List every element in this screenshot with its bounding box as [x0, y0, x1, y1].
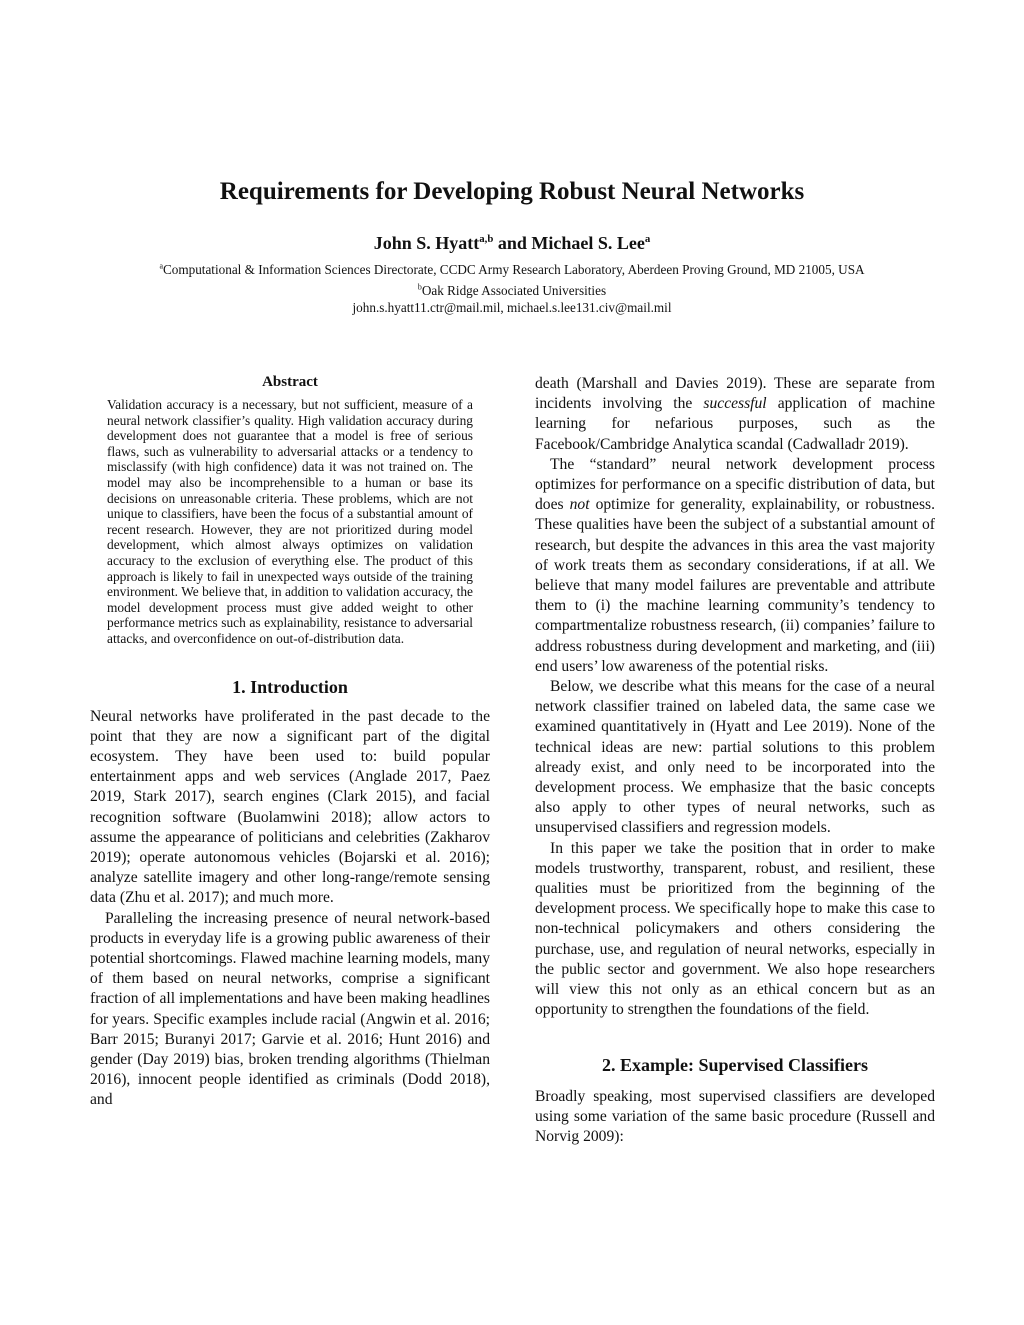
- affiliation-marker: a,b: [479, 233, 494, 245]
- author-line: [0, 233, 1024, 254]
- section-heading-introduction: 1. Introduction: [232, 676, 348, 697]
- paragraph: Below, we describe what this means for the case of a neural network classifier trained on labeled data, the same case we examined quantitatively in (Hyatt and Lee 2019). None of the technical ideas are new: partial solutions to this problem already exist, and only need to be incorporated into the development process. We emphasize that the basic concepts also apply to other types of neural networks, such as unsupervised classifiers and regression models.: [535, 678, 935, 837]
- paragraph: In this paper we take the position that in order to make models trustworthy, transparent, robust, and resilient, these qualities must be prioritized from the beginning of the development process. We specifically hope to make this case to non-technical policymakers and others considering the purchase, use, and regulation of neural networks, especially in the public sector and government. We also hope researchers will view this not only as an ethical concern but as an opportunity to strengthen the foundations of the field.: [535, 839, 935, 1019]
- paragraph: death (Marshall and Davies 2019). These are separate from incidents involving the successful application of machine learning for nefarious purposes, such as the Facebook/Cambridge Analytica scandal (Cadwalladr 2019).: [535, 375, 935, 453]
- author-name: Michael S. Lee: [531, 233, 645, 253]
- paragraph: The “standard” neural network development process optimizes for performance on a specific distribution of data, but does not optimize for generality, explainability, or robustness. These qualities have been the subject of a substantial amount of research, but despite the advances in this area the vast majority of work treats them as secondary considerations, if at all. We believe that many model failures are preventable and attribute them to (i) the machine learning community’s tendency to compartmentalize robustness research, (ii) companies’ failure to address robustness during development and marketing, and (iii) end users’ low awareness of the potential risks.: [535, 455, 935, 675]
- affiliation-a: [0, 262, 1024, 278]
- section-heading-example: 2. Example: Supervised Classifiers: [601, 1054, 868, 1075]
- paragraph: Paralleling the increasing presence of neural network-based products in everyday life is a growing public awareness of their potential shortcomings. Flawed machine learning models, many of them based on neural networks, comprise a significant fraction of all implementations and have been making headlines for years. Specific examples include racial (Angwin et al. 2016; Barr 2015; Buranyi 2017; Garvie et al. 2016; Hunt 2016) and gender (Day 2019) bias, broken trending algorithms (Thielman 2016), innocent people identified as criminals (Dodd 2018), and: [90, 909, 490, 1109]
- left-column: [90, 374, 490, 1111]
- affiliation-marker: a: [644, 233, 651, 245]
- affiliation-text: Computational & Information Sciences Directorate, CCDC Army Research Laboratory, Aberdeen Proving Ground, MD 21005, USA: [162, 262, 865, 277]
- abstract: [107, 374, 473, 647]
- paragraph: Neural networks have proliferated in the past decade to the point that they are now a significant part of the digital ecosystem. They have been used to: build popular entertainment apps and web services (Anglade 2017, Paez 2019, Stark 2017), search engines (Clark 2015), and facial recognition software (Buolamwini 2018); allow actors to assume the appearance of politicians and celebrities (Zakharov 2019); operate autonomous vehicles (Bojarski et al. 2016); analyze satellite imagery and other long-range/remote sensing data (Zhu et al. 2017); and much more.: [90, 707, 490, 907]
- author-name: John S. Hyatt: [373, 233, 480, 253]
- affiliation-text: Oak Ridge Associated Universities: [421, 283, 607, 298]
- emphasis: not: [569, 496, 590, 514]
- affiliation-marker: a: [159, 261, 163, 271]
- author-joiner: and: [493, 233, 532, 253]
- abstract-text: Validation accuracy is a necessary, but not sufficient, measure of a neural network classifier’s quality. High validation accuracy during development does not guarantee that a model is free of serious flaws, such as vulnerability to adversarial attacks or a tendency to misclassify (with high confidence) data it was not trained on. The model may also be incomprehensible to a human or base its decisions on unreasonable criteria. These problems, which are not unique to classifiers, have been the focus of a substantial amount of recent research. However, they are not prioritized during model development, which almost always optimizes on validation accuracy to the exclusion of everything else. The product of this approach is likely to fail in unexpected ways outside of the training environment. We believe that, in addition to validation accuracy, the model development process must give added weight to other performance metrics such as explainability, resistance to adversarial attacks, and overconfidence on out-of-distribution data.: [107, 397, 473, 646]
- author-emails: john.s.hyatt11.ctr@mail.mil, michael.s.lee131.civ@mail.mil: [352, 300, 672, 315]
- paper-title: Requirements for Developing Robust Neural Networks: [219, 178, 805, 205]
- emphasis: successful: [703, 395, 767, 413]
- abstract-heading: Abstract: [262, 374, 318, 390]
- paragraph: Broadly speaking, most supervised classifiers are developed using some variation of the same basic procedure (Russell and Norvig 2009):: [535, 1087, 935, 1145]
- right-column: [535, 374, 935, 1147]
- affiliation-b: [0, 283, 1024, 299]
- affiliation-marker: b: [417, 282, 422, 292]
